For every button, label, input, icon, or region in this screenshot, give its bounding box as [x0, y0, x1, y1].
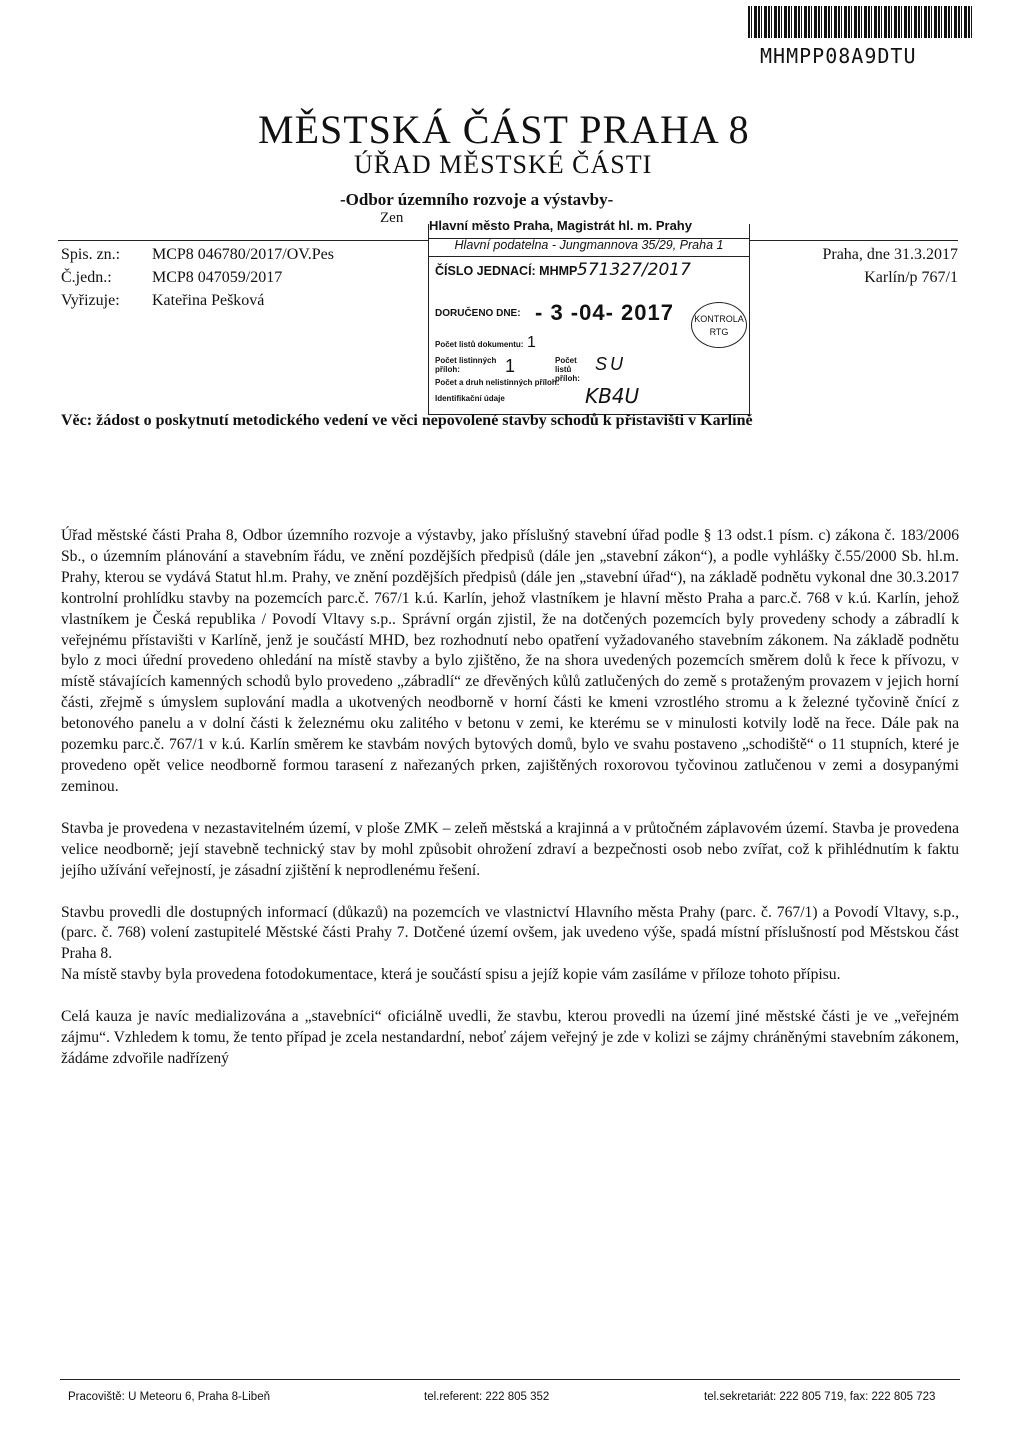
reference-labels [61, 243, 120, 312]
stamp-institution: Hlavní město Praha, Magistrát hl. m. Prahy [429, 218, 749, 239]
kontrola-text: KONTROLA RTG [694, 314, 744, 337]
paragraph-2: Stavba je provedena v nezastavitelném území, v ploše ZMK – zeleň městská a krajinná a v průtočném záplavovém území. Stavba je provedena velice neodborně; její stavebně technický stav by mohl způsobit ohrožení zdraví a bezpečnosti osob nebo zvířat, což k přihlédnutím k faktu jejího užívání veřejností, je zásadní zjištění k neprodlenému řešení. [61, 819, 959, 879]
stamp-doruceno-label: DORUČENO DNE: [435, 308, 521, 319]
vyrizuje-label: Vyřizuje: [61, 292, 120, 309]
stamp-pocet-listinnych-value: 1 [505, 356, 516, 376]
place-date [768, 243, 958, 289]
footer-divider [60, 1379, 960, 1380]
stamp-ident-label: Identifikační údaje [435, 394, 505, 403]
department: -Odbor územního rozvoje a výstavby- [340, 190, 614, 209]
stamp-desk: Hlavní podatelna - Jungmannova 35/29, Praha 1 [429, 238, 749, 257]
department-partial: Zen [380, 210, 404, 226]
subject-line: Věc: žádost o poskytnutí metodického vedení ve věci nepovolené stavby schodů k přístavišti v Karlíně [61, 412, 753, 429]
page-title: MĚSTSKÁ ČÁST PRAHA 8 [258, 107, 750, 152]
footer-referent-phone: tel.referent: 222 805 352 [424, 1391, 550, 1403]
receipt-stamp [428, 218, 750, 415]
spis-label: Spis. zn.: [61, 246, 121, 263]
office-title: ÚŘAD MĚSTSKÉ ČÁSTI [354, 150, 653, 179]
stamp-doruceno-value: - 3 -04- 2017 [535, 300, 674, 325]
date: Praha, dne 31.3.2017 [822, 246, 958, 263]
reference-values [152, 243, 334, 312]
stamp-cislo-value: 571327/2017 [577, 260, 691, 280]
spis-value: MCP8 046780/2017/OV.Pes [152, 246, 334, 263]
stamp-ident-value: KB4U [585, 384, 640, 408]
stamp-pocet-listu-priloh-label: Počet listů příloh: [555, 356, 580, 383]
vyrizuje-value: Kateřina Pešková [152, 292, 265, 309]
paragraph-3a: Stavbu provedli dle dostupných informací (důkazů) na pozemcích ve vlastnictví Hlavního města Prahy (parc. č. 767/1) a Povodí Vltavy, s.p., (parc. č. 768) volení zastupitelé Městské části Prahy 7. Dotčené území ovšem, jak uvedeno výše, spadá místní příslušností pod Městskou část Praha 8. [61, 903, 959, 963]
jedn-value: MCP8 047059/2017 [152, 269, 283, 286]
stamp-pocet-listu-label: Počet listů dokumentu: [435, 340, 524, 349]
stamp-pocet-listu-priloh-value: SU [595, 354, 627, 374]
stamp-cislo-label: ČÍSLO JEDNACÍ: MHMP [435, 264, 578, 278]
stamp-pocet-listinnych-label: Počet listinných příloh: [435, 356, 497, 374]
footer-workplace: Pracoviště: U Meteoru 6, Praha 8-Libeň [68, 1391, 270, 1403]
barcode-code: MHMPP08A9DTU [760, 44, 917, 68]
footer-secretariat-phone: tel.sekretariát: 222 805 719, fax: 222 805 723 [704, 1391, 936, 1403]
paragraph-3b: Na místě stavby byla provedena fotodokumentace, která je součástí spisu a jejíž kopie vám zasíláme v příloze tohoto přípisu. [61, 966, 841, 984]
jedn-label: Č.jedn.: [61, 269, 112, 286]
address: Karlín/p 767/1 [864, 269, 958, 286]
kontrola-stamp [691, 302, 747, 348]
paragraph-4: Celá kauza je navíc medializována a „stavebníci“ oficiálně uvedli, že stavbu, kterou provedli na území jiné městské části je ve „veřejném zájmu“. Vzhledem k tomu, že tento případ je zcela nestandardní, neboť zájem veřejný je zde v kolizi se zájmy chráněnými stavebním zákonem, žádáme zdvořile nadřízený [61, 1008, 959, 1067]
stamp-pocet-listu-value: 1 [527, 334, 536, 351]
barcode [748, 6, 974, 38]
stamp-druh-label: Počet a druh nelistinných příloh: [435, 378, 560, 387]
paragraph-1: Úřad městské části Praha 8, Odbor územního rozvoje a výstavby, jako příslušný stavební úřad podle § 13 odst.1 písm. c) zákona č. 183/2006 Sb., o územním plánování a stavebním řádu, ve znění pozdějších předpisů (dále jen „stavební zákon“), a podle vyhlášky č.55/2000 Sb. hl.m. Prahy, kterou se vydává Statut hl.m. Prahy, ve znění pozdějších předpisů (dále jen „stavební úřad“), na základě podnětu vykonal dne 30.3.2017 kontrolní prohlídku stavby na pozemcích parc.č. 767/1 k.ú. Karlín, jehož vlastníkem je hlavní město Praha a parc.č. 768 v k.ú. Karlín, jehož vlastníkem je Česká republika / Povodí Vltavy s.p.. Správní orgán zjistil, že na dotčených pozemcích byly provedeny schody a zábradlí k veřejnému přístavišti v Karlíně, jenž je součástí MHD, bez rozhodnutí nebo opatření vyžadovaného stavebním zákonem. Na základě podnětu bylo z moci úřední provedeno ohledání na místě stavby a bylo zjištěno, že na shora uvedených pozemcích směrem dolů k řece k přívozu, v místě stávajících kamenných schodů bylo provedeno „zábradlí“ ze dřevěných kůlů zatlučených do země s protaženým provazem v jejich horní části, zřejmě s úmyslem suplování madla a ukotvených neodborně v horní části ke kmeni vzrostlého stromu a k železné tyčovině čnící z betonového panelu a v dolní části k železnému oku zalitého v betonu v zemi, ke kterému se v minulosti kotvily lodě na řece. Dále pak na pozemku parc.č. 767/1 v k.ú. Karlín směrem ke stavbám nových bytových domů, bylo ve svahu postaveno „schodiště“ o 11 stupních, které je provedeno opět velice neodborně formou tarasení z nařezaných prken, zajištěných roxorovou tyčovinou zatlučenou v zemi a dosypanými zeminou. [61, 527, 959, 795]
letter-body [61, 526, 959, 1091]
